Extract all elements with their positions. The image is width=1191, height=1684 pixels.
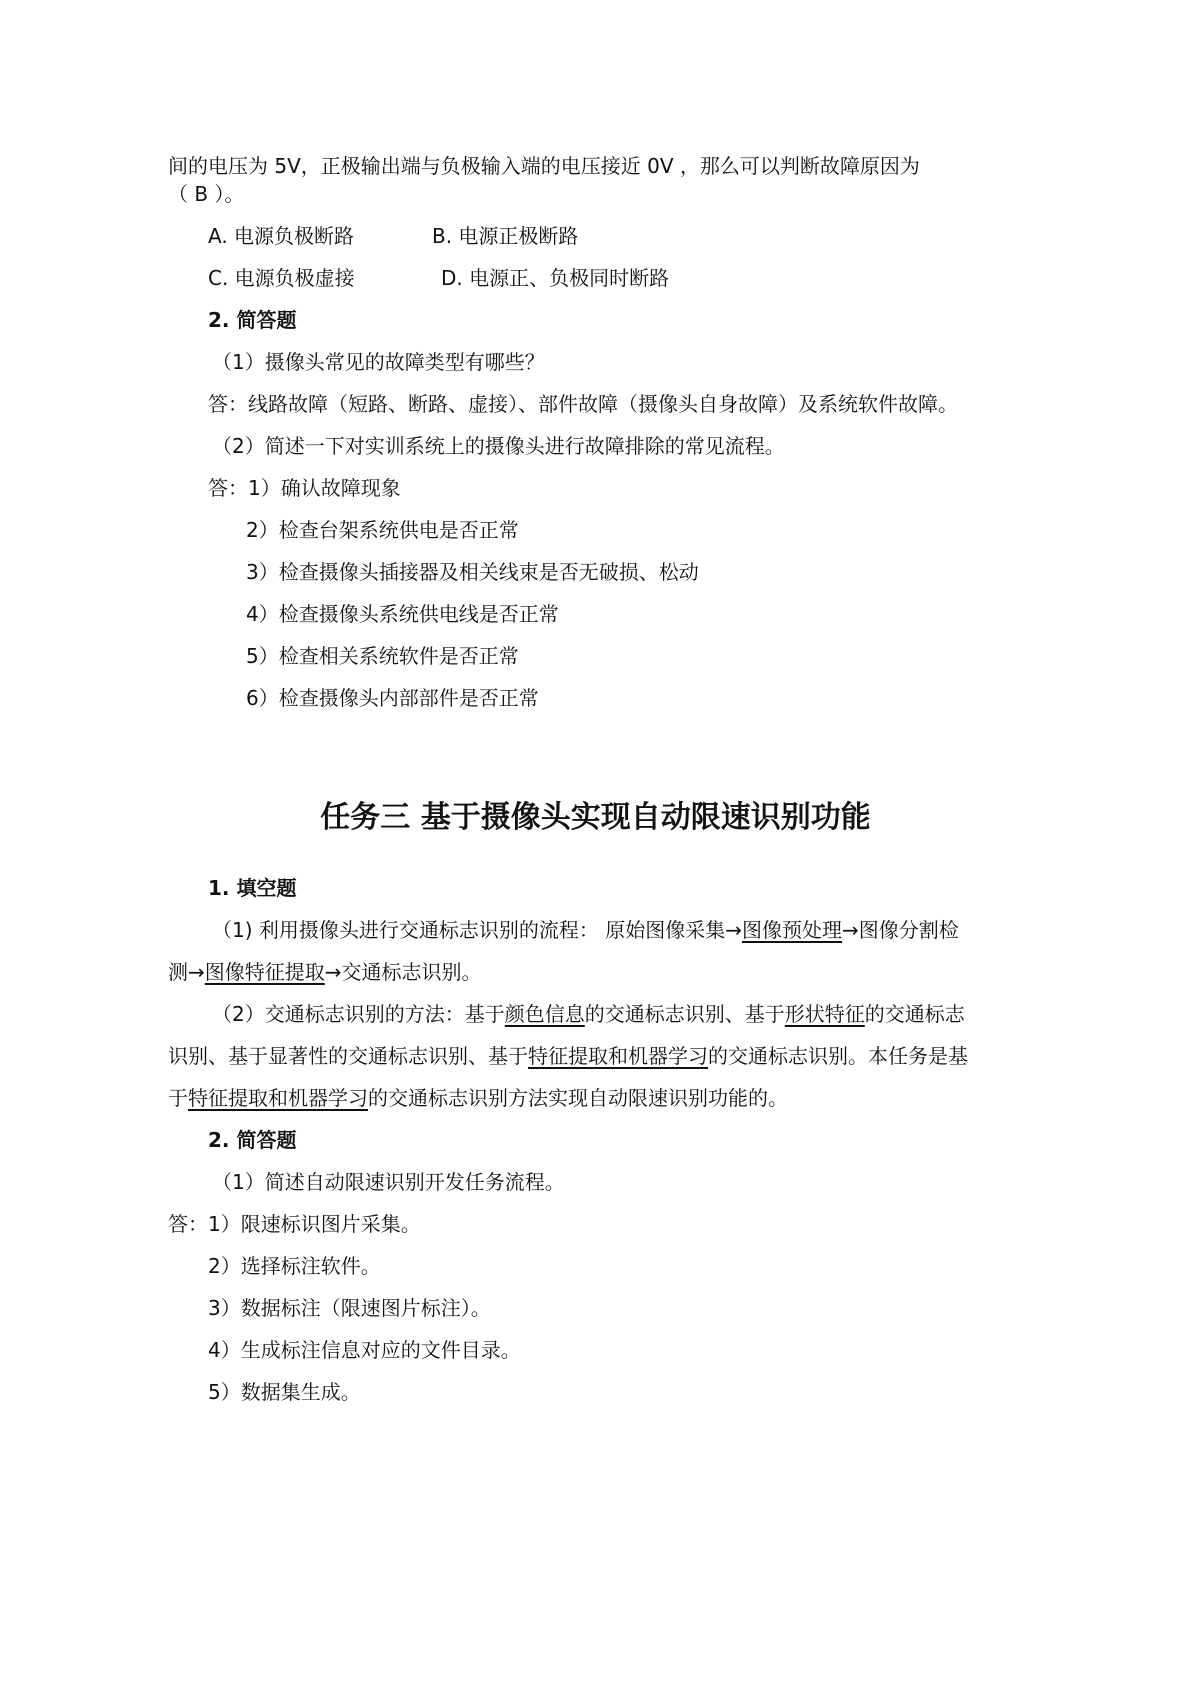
answer-blank: 特征提取和机器学习: [188, 1086, 368, 1110]
answer-step: 6）检查摄像头内部部件是否正常: [246, 686, 539, 710]
answer-step: 答：1）确认故障现象: [208, 476, 401, 500]
answer-step: 4）检查摄像头系统供电线是否正常: [246, 602, 559, 626]
answer-step: 5）数据集生成。: [208, 1380, 361, 1404]
paragraph-line: [212, 916, 959, 944]
answer-choice-line: （ B ）。: [168, 182, 245, 206]
text-segment: 的交通标志识别方法实现自动限速识别功能的。: [368, 1086, 788, 1110]
text-segment: （1) 利用摄像头进行交通标志识别的流程： 原始图像采集→: [212, 918, 742, 942]
task-title: 任务三 基于摄像头实现自动限速识别功能: [320, 800, 871, 835]
text-line: 间的电压为 5V，正极输出端与负极输入端的电压接近 0V ，那么可以判断故障原因为: [168, 154, 920, 178]
answer-blank: 颜色信息: [504, 1002, 585, 1026]
text-segment: （2）交通标志识别的方法：基于: [212, 1002, 505, 1026]
option-a: A. 电源负极断路: [208, 224, 355, 248]
answer-step: 4）生成标注信息对应的文件目录。: [208, 1338, 521, 1362]
text-segment: 测→: [168, 960, 205, 984]
section-heading-short-answer: 2. 简答题: [208, 1128, 297, 1152]
answer: 答：线路故障（短路、断路、虚接）、部件故障（摄像头自身故障）及系统软件故障。: [208, 392, 958, 416]
paragraph-line: [168, 1084, 788, 1112]
answer-step: 2）选择标注软件。: [208, 1254, 381, 1278]
answer-step: 5）检查相关系统软件是否正常: [246, 644, 519, 668]
text-segment: →图像分割检: [842, 918, 959, 942]
option-c: C. 电源负极虚接: [208, 266, 355, 290]
option-d: D. 电源正、负极同时断路: [441, 266, 670, 290]
answer-step: 3）数据标注（限速图片标注）。: [208, 1296, 491, 1320]
answer-blank: 形状特征: [784, 1002, 865, 1026]
text-segment: 识别、基于显著性的交通标志识别、基于: [168, 1044, 528, 1068]
answer-step: 3）检查摄像头插接器及相关线束是否无破损、松动: [246, 560, 699, 584]
answer-blank: 特征提取和机器学习: [528, 1044, 708, 1068]
paragraph-line: [168, 1042, 968, 1070]
text-segment: 的交通标志识别。本任务是基: [708, 1044, 968, 1068]
paragraph-line: [212, 1000, 965, 1028]
section-heading-short-answer: 2. 简答题: [208, 308, 297, 332]
question: （2）简述一下对实训系统上的摄像头进行故障排除的常见流程。: [212, 434, 785, 458]
answer-blank: 图像特征提取: [204, 960, 325, 984]
question: （1）简述自动限速识别开发任务流程。: [212, 1170, 565, 1194]
text-segment: 的交通标志: [864, 1002, 965, 1026]
text-segment: 于: [168, 1086, 188, 1110]
text-segment: →交通标志识别。: [324, 960, 482, 984]
answer-step: 答：1）限速标识图片采集。: [168, 1212, 421, 1236]
paragraph-line: [168, 958, 482, 986]
question: （1）摄像头常见的故障类型有哪些？: [212, 350, 545, 374]
answer-step: 2）检查台架系统供电是否正常: [246, 518, 519, 542]
answer-blank: 图像预处理: [742, 918, 842, 942]
option-b: B. 电源正极断路: [432, 224, 579, 248]
text-segment: 的交通标志识别、基于: [584, 1002, 785, 1026]
section-heading-fill-in: 1. 填空题: [208, 876, 297, 900]
